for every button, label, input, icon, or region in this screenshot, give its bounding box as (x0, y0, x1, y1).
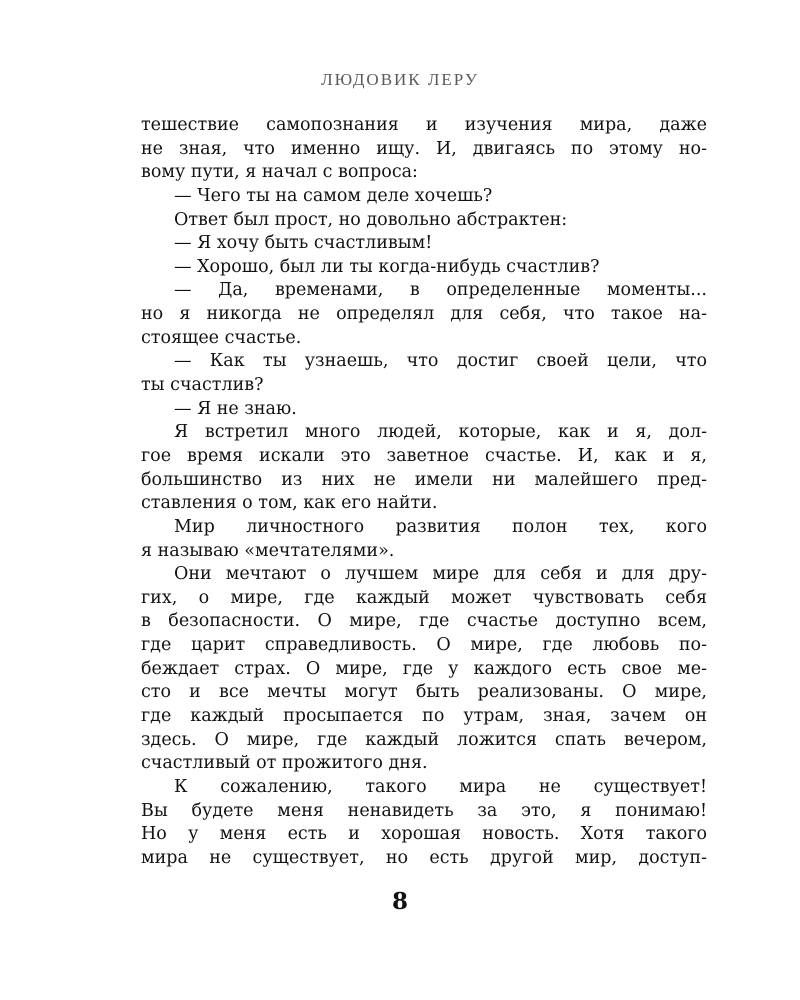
text-line: стоящее счастье. (141, 327, 302, 348)
text-line: — Хорошо, был ли ты когда-нибудь счастлив? (174, 256, 600, 277)
body-text (141, 114, 707, 871)
text-line: — Да, временами, в определенные моменты... (174, 280, 707, 301)
text-line: тешествие самопознания и изучения мира, даже (141, 115, 707, 135)
text-line: где каждый просыпается по утрам, зная, зачем он (141, 706, 707, 727)
text-line: мира не существует, но есть другой мир, доступ- (141, 847, 707, 868)
text-line: Они мечтают о лучшем мире для себя и для дру- (174, 564, 707, 585)
text-line: счастливый от прожитого дня. (141, 753, 428, 774)
text-line: большинство из них не имели ни малейшего пред- (141, 469, 707, 490)
text-line: — Чего ты на самом деле хочешь? (174, 185, 493, 206)
text-line: здесь. О мире, где каждый ложится спать вечером, (141, 729, 707, 750)
text-line: я называю «мечтателями». (141, 540, 395, 561)
text-line: Мир личностного развития полон тех, кого (174, 516, 707, 537)
text-line: сто и все мечты могут быть реализованы. О мире, (141, 682, 707, 703)
text-line: но я никогда не определял для себя, что такое на- (141, 304, 707, 325)
text-line: где царит справедливость. О мире, где любовь по- (141, 635, 707, 656)
text-line: — Я не знаю. (174, 398, 297, 419)
text-line: беждает страх. О мире, где у каждого есть свое ме- (141, 658, 707, 679)
page-number: 8 (391, 888, 408, 915)
text-line: К сожалению, такого мира не существует! (174, 776, 707, 797)
text-line: Я встретил много людей, которые, как и я, дол- (174, 422, 707, 443)
text-line: ставления о том, как его найти. (141, 493, 438, 514)
text-line: Вы будете меня ненавидеть за это, я понимаю! (141, 800, 707, 821)
text-line: — Я хочу быть счастливым! (174, 233, 433, 254)
text-line: не зная, что именно ищу. И, двигаясь по этому но- (141, 138, 707, 159)
text-line: Но у меня есть и хорошая новость. Хотя такого (141, 824, 707, 845)
text-line: ты счастлив? (141, 375, 264, 396)
text-line: гое время искали это заветное счастье. И, как и я, (141, 445, 707, 466)
text-line: — Как ты узнаешь, что достиг своей цели, что (174, 351, 707, 372)
text-line: гих, о мире, где каждый может чувствовать себя (141, 587, 707, 608)
text-line: вому пути, я начал с вопроса: (141, 162, 418, 183)
text-line: Ответ был прост, но довольно абстрактен: (174, 209, 568, 230)
running-header: ЛЮДОВИК ЛЕРУ (321, 70, 479, 89)
text-line: в безопасности. О мире, где счастье доступно всем, (141, 611, 707, 632)
